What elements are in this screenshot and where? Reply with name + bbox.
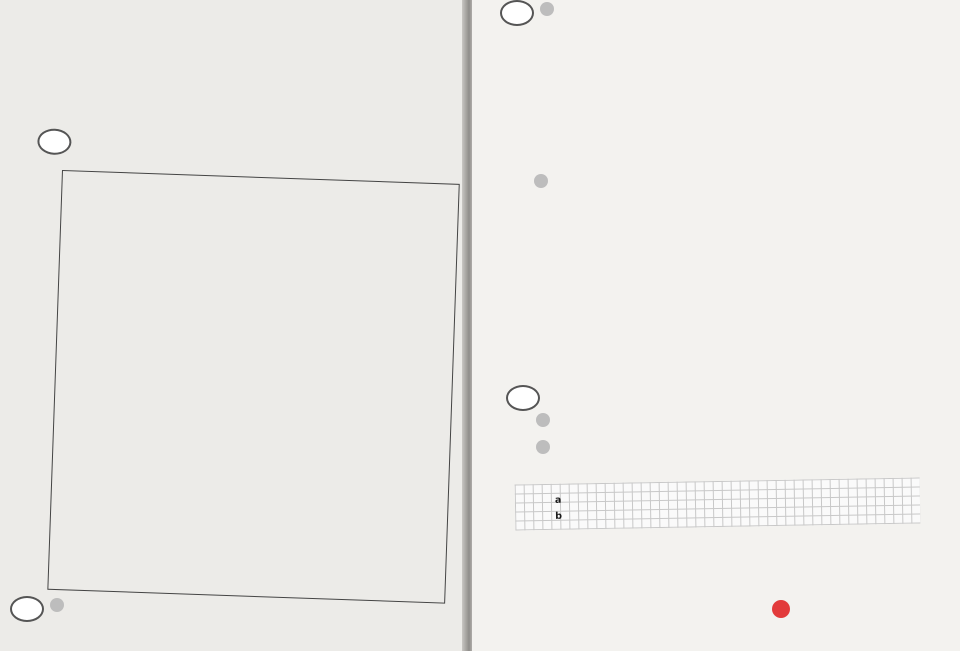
g8-header (37, 128, 78, 156)
g11-b-letter (536, 440, 550, 454)
g10-header (500, 0, 559, 26)
answer-row-b: b (555, 510, 563, 522)
watermark-logo (770, 600, 790, 628)
g8-verb-table (47, 170, 459, 604)
g11-b-row (536, 440, 555, 454)
g9-header (10, 596, 69, 622)
g9-letter (50, 598, 64, 612)
g11-header (506, 385, 546, 411)
g11-badge (506, 385, 540, 411)
g10-b-letter (534, 174, 548, 188)
g10-letter (540, 2, 554, 16)
handwritten-answer-box (515, 477, 921, 530)
g9-badge (10, 596, 44, 622)
g11-a-row (536, 413, 555, 427)
left-page (0, 0, 466, 651)
answer-row-a: a (554, 494, 562, 506)
g10-badge (500, 0, 534, 26)
right-page (472, 0, 960, 651)
g8-badge (37, 128, 72, 155)
g11-example (538, 466, 556, 478)
g11-a-letter (536, 413, 550, 427)
g10-b-header (534, 174, 553, 188)
